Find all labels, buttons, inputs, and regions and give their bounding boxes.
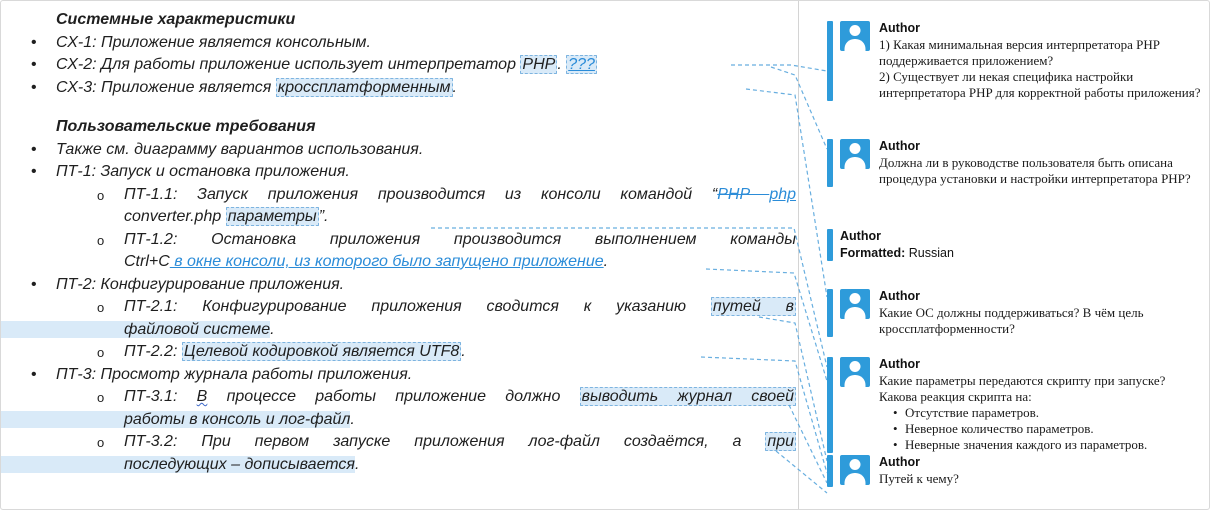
req-pt21-line1: o ПТ-2.1: Конфигурирование приложения сводится к указанию путей в	[124, 298, 794, 315]
comment-body: 1) Какая минимальная версия интерпретатора PHP поддерживается приложением?	[879, 37, 1160, 68]
comment-body: Какие параметры передаются скрипту при запуске? Какова реакция скрипта на:	[879, 373, 1166, 404]
comment-author: Author	[879, 357, 920, 371]
req-pt11	[15, 184, 796, 229]
inserted-text[interactable]: php	[769, 185, 797, 203]
document-body	[15, 9, 796, 476]
req-pt31-line1: o ПТ-3.1: В процессе работы приложение должно выводить журнал своей	[124, 388, 794, 405]
req-pt32-line2: последующих – дописывается.	[124, 455, 360, 473]
comment-anchor-highlight[interactable]: кроссплатформенным	[277, 78, 451, 96]
comment-anchor-highlight[interactable]: Целевой кодировкой является UTF8	[183, 343, 460, 360]
comment-bullet-list	[879, 405, 1201, 453]
heading-user-requirements: Пользовательские требования	[56, 118, 316, 135]
comment-bullet: • Неверные значения каждого из параметров.	[879, 437, 1201, 453]
formatted-change-card[interactable]	[827, 229, 954, 261]
comment-bar	[827, 289, 833, 337]
heading-system-characteristics: Системные характеристики	[56, 11, 296, 28]
req-pt2: • ПТ-2: Конфигурирование приложения.	[15, 274, 796, 297]
comment-author: Author	[879, 289, 920, 303]
comment-anchor-highlight[interactable]: работы в консоль и лог-файл	[124, 410, 351, 428]
comment-author: Author	[879, 21, 920, 35]
req-sx3: • СХ-3: Приложение является кроссплатформенным .	[15, 77, 796, 100]
comment-anchor-highlight[interactable]: PHP	[522, 56, 556, 73]
deleted-text[interactable]: PHP	[717, 185, 770, 203]
comment-bullet: • Отсутствие параметров.	[879, 405, 1201, 421]
panel-divider	[798, 1, 799, 509]
req-see-diagram: • Также см. диаграмму вариантов использования.	[15, 139, 796, 162]
comment-anchor-highlight[interactable]: путей в	[712, 298, 794, 315]
req-pt31-line2: работы в консоль и лог-файл.	[124, 410, 355, 428]
req-pt3: • ПТ-3: Просмотр журнала работы приложения.	[15, 364, 796, 387]
comment-body: Должна ли в руководстве пользователя быть описана процедура установки и настройки интерпретатора PHP?	[879, 155, 1191, 186]
person-icon	[840, 357, 870, 387]
comment-anchor-highlight[interactable]: последующих – дописывается	[124, 455, 355, 473]
req-pt21	[15, 296, 796, 341]
comment-bar	[827, 229, 833, 261]
comment-anchor-highlight[interactable]: выводить журнал своей	[581, 388, 794, 405]
person-icon	[840, 139, 870, 169]
comment-author: Author	[840, 229, 881, 243]
req-pt11-line2: converter.php параметры ”.	[124, 208, 329, 225]
inserted-text[interactable]: в окне консоли, из которого было запущено приложение	[169, 253, 604, 270]
person-icon	[840, 455, 870, 485]
person-icon	[840, 289, 870, 319]
req-pt21-line2: файловой системе.	[124, 320, 275, 338]
spellcheck-squiggle: В	[196, 388, 208, 405]
req-pt12	[15, 229, 796, 274]
comment-body: Какие ОС должны поддерживаться? В чём цель кроссплатформенности?	[879, 305, 1144, 336]
comment-card[interactable]	[827, 21, 1201, 101]
req-pt31	[15, 386, 796, 431]
comment-card[interactable]	[827, 139, 1201, 187]
comment-anchor-highlight[interactable]: параметры	[227, 208, 317, 225]
comment-body: 2) Существует ли некая специфика настройки интерпретатора PHP для корректной работы приложения?	[879, 69, 1201, 100]
req-pt32	[15, 431, 796, 476]
req-sx2: • СХ-2: Для работы приложение использует интерпретатор PHP . ???	[15, 54, 796, 77]
comment-card[interactable]	[827, 455, 1201, 487]
comment-author: Author	[879, 455, 920, 469]
req-pt32-line1: o ПТ-3.2: При первом запуске приложения лог-файл создаётся, а при	[124, 433, 794, 450]
req-pt12-line2: Ctrl+C в окне консоли, из которого было запущено приложение.	[124, 253, 609, 270]
comment-body: Путей к чему?	[879, 471, 959, 486]
comment-bar	[827, 455, 833, 487]
req-pt22: o ПТ-2.2: Целевой кодировкой является UTF8 .	[15, 341, 796, 364]
comment-card[interactable]	[827, 357, 1201, 453]
comment-anchor-highlight[interactable]: при	[767, 433, 794, 450]
req-pt1: • ПТ-1: Запуск и остановка приложения.	[15, 161, 796, 184]
req-sx1: • СХ-1: Приложение является консольным.	[15, 32, 796, 55]
inserted-text-highlight[interactable]: ???	[568, 56, 595, 73]
comment-bar	[827, 139, 833, 187]
req-pt11-line1: o ПТ-1.1: Запуск приложения производится из консоли командой “PHP php	[124, 185, 797, 203]
person-icon	[840, 21, 870, 51]
comment-bullet: • Неверное количество параметров.	[879, 421, 1201, 437]
comment-author: Author	[879, 139, 920, 153]
formatted-change: Formatted: Russian	[840, 246, 954, 260]
comment-bar	[827, 357, 833, 453]
comment-bar	[827, 21, 833, 101]
comment-anchor-highlight[interactable]: файловой системе	[124, 320, 271, 338]
req-pt12-line1: o ПТ-1.2: Остановка приложения производится выполнением команды	[124, 230, 796, 248]
comment-card[interactable]	[827, 289, 1201, 337]
